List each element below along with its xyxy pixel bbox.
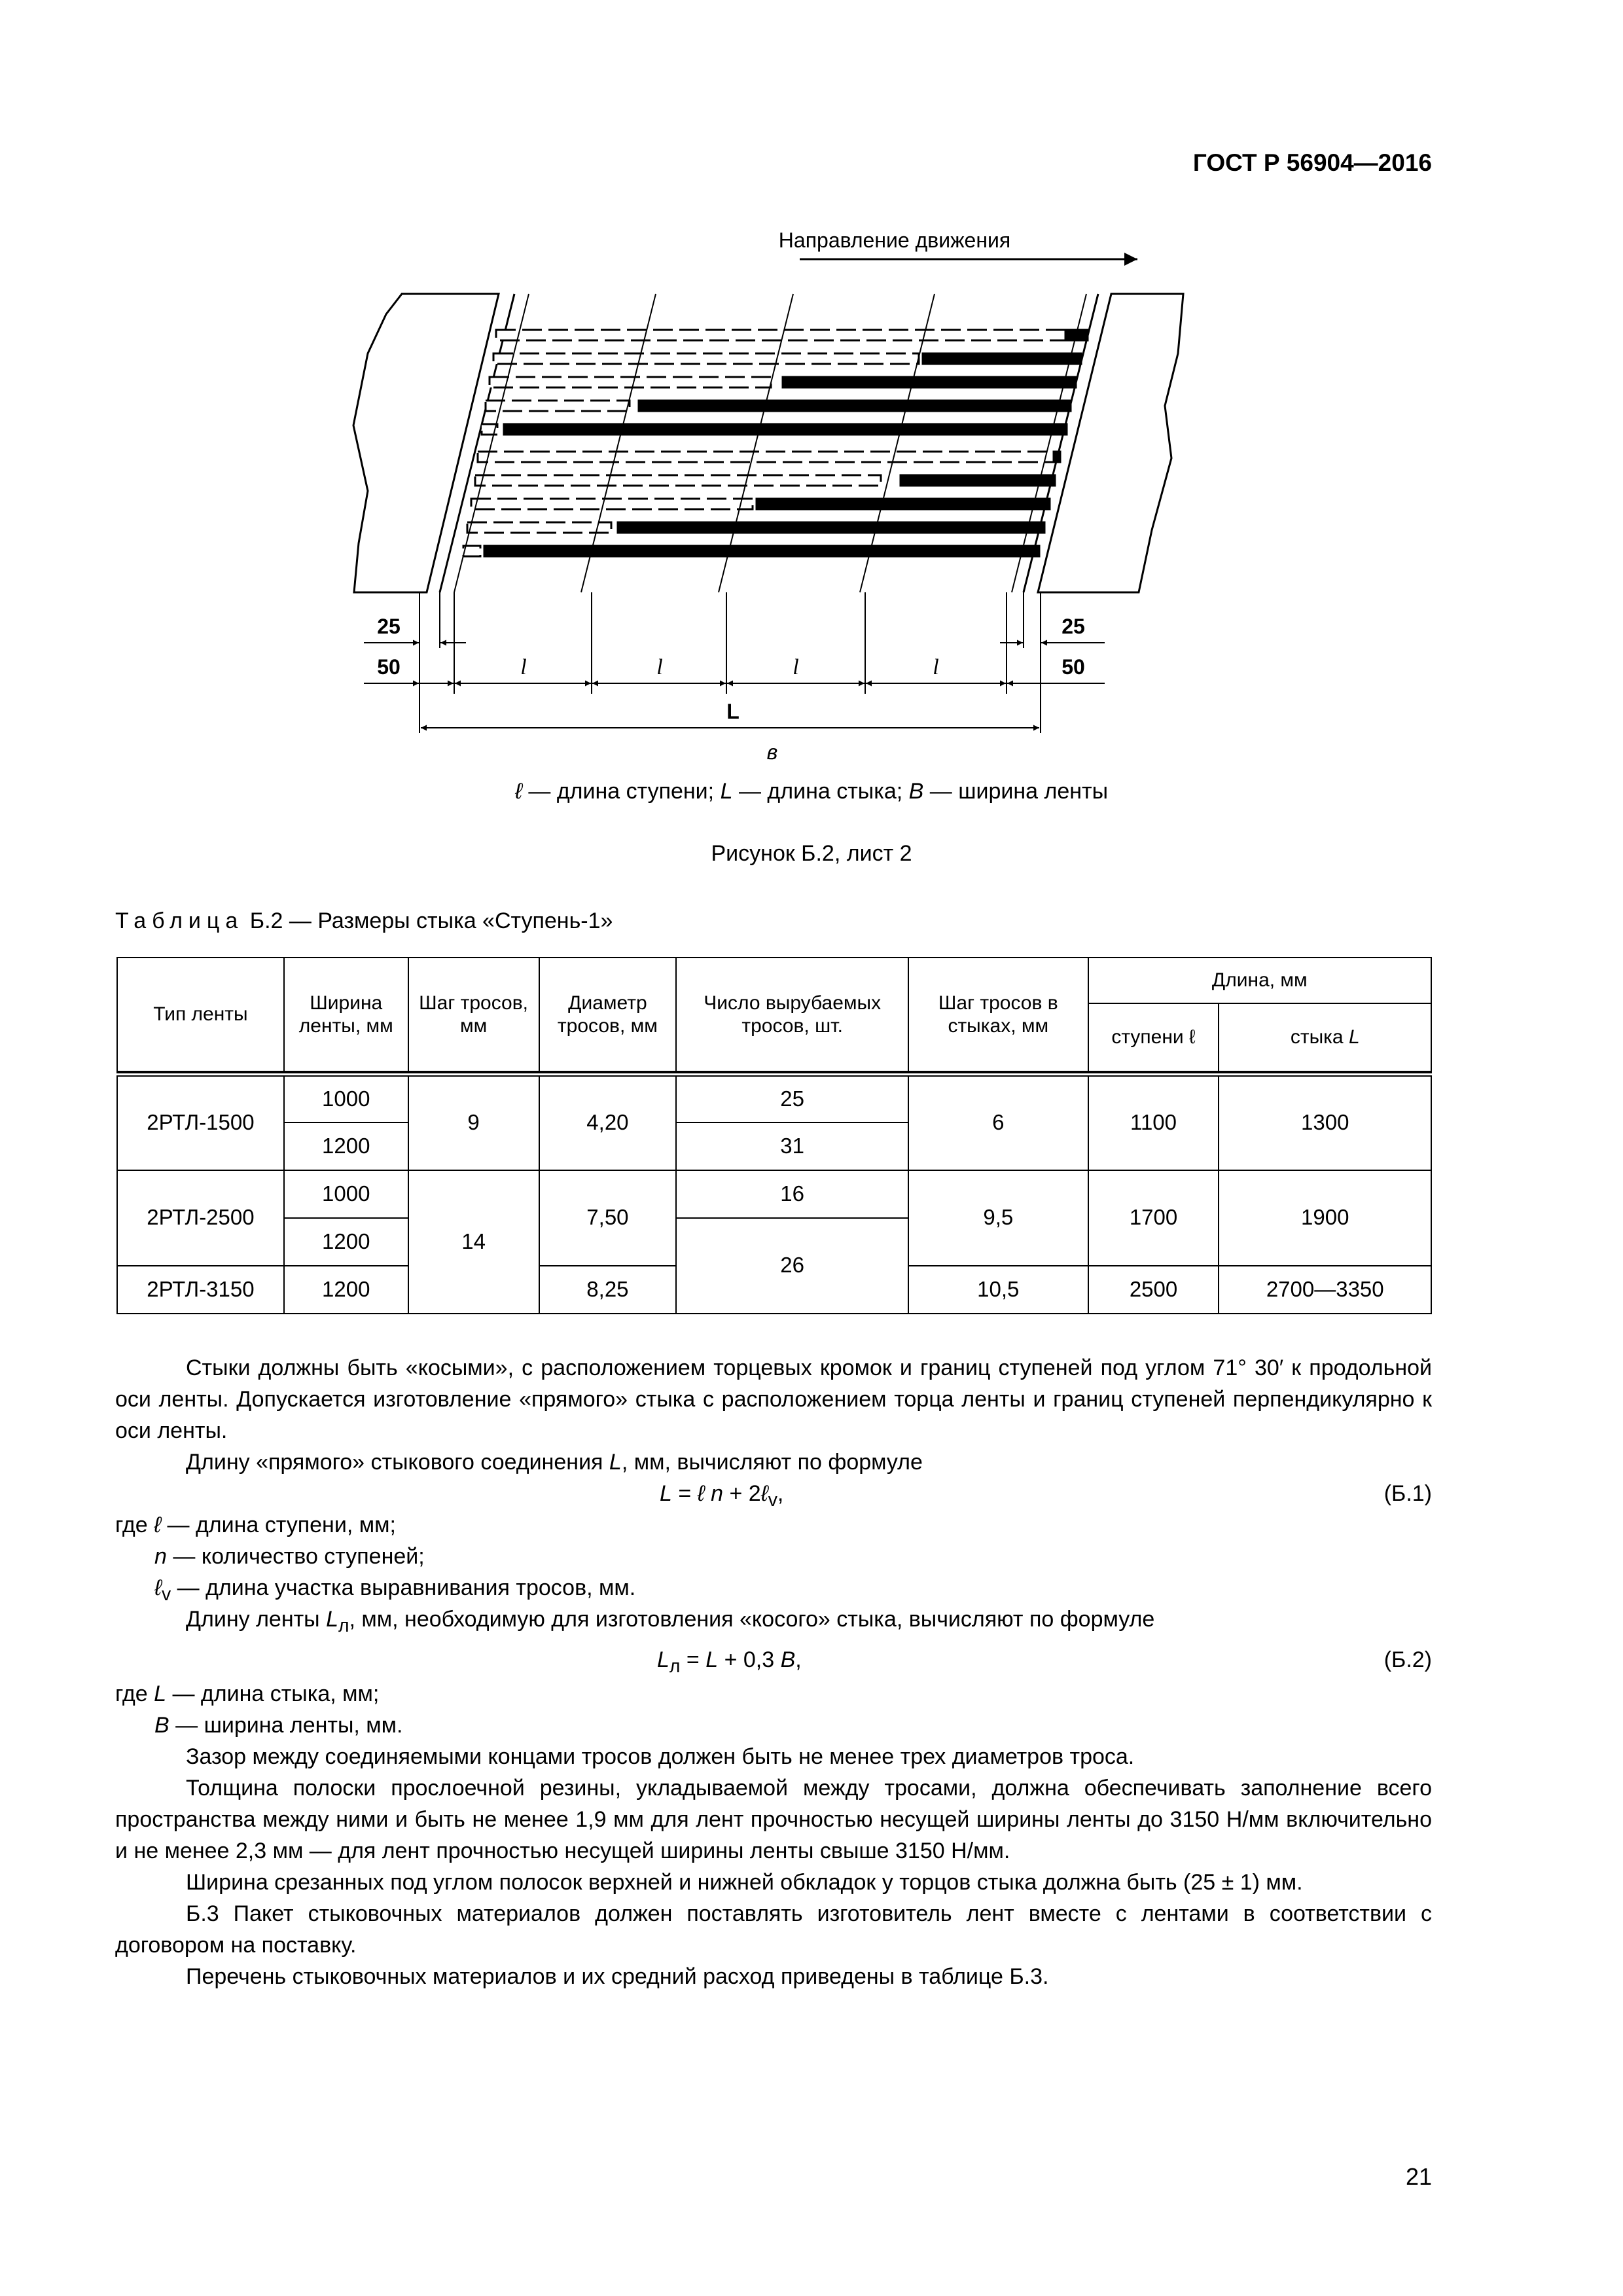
- paragraph-joint-angle: Стыки должны быть «косыми», с расположением торцевых кромок и границ ступеней под углом 71° 30′ к продольной оси ленты. Допускается изготовление «прямого» стыка с расположением торца ленты и границ ступеней перпендикулярно к оси ленты.: [115, 1355, 1432, 1443]
- col-header-width: Ширина ленты, мм: [284, 958, 408, 1071]
- table-row: 1200 31: [117, 1122, 1431, 1170]
- page-number: 21: [1405, 2163, 1432, 2190]
- direction-label: Направление движения: [778, 228, 1011, 252]
- dim-right-25: 25: [1061, 615, 1085, 638]
- table-row: 1200 26: [117, 1218, 1431, 1266]
- dim-step-1: l: [520, 655, 527, 679]
- where-belt-width: B — ширина ленты, мм.: [154, 1713, 403, 1738]
- figure-legend: ℓ — длина ступени; L — длина стыка; B — ширина ленты: [514, 779, 1109, 804]
- col-header-length: Длина, мм: [1088, 958, 1431, 1003]
- dim-total-L: L: [726, 700, 740, 723]
- paragraph-gap: Зазор между соединяемыми концами тросов должен быть не менее трех диаметров троса.: [186, 1744, 1135, 1769]
- col-header-length-joint: стыка L: [1219, 1003, 1431, 1071]
- joint-diagram: [0, 0, 1623, 772]
- paragraph-oblique-length: Длину ленты $L_л$, мм, необходимую для изготовления «косого» стыка, вычисляют по формуле: [186, 1607, 1155, 1636]
- col-header-type: Тип ленты: [117, 958, 284, 1071]
- panel-letter: в: [766, 740, 778, 764]
- dim-step-2: l: [656, 655, 663, 679]
- where-step-length: где ℓ — длина ступени, мм;: [115, 1513, 396, 1537]
- paragraph-strip-width: Ширина срезанных под углом полосок верхней и нижней обкладок у торцов стыка должна быть (25 ± 1) мм.: [186, 1870, 1303, 1895]
- dim-left-25: 25: [377, 615, 401, 638]
- equation-number-b1: (Б.1): [1383, 1481, 1432, 1506]
- col-header-length-step: ступени ℓ: [1088, 1003, 1219, 1071]
- paragraph-materials-list: Перечень стыковочных материалов и их средний расход приведены в таблице Б.3.: [186, 1964, 1049, 1989]
- figure-caption: Рисунок Б.2, лист 2: [711, 841, 912, 866]
- paragraph-direct-length: Длину «прямого» стыкового соединения L, мм, вычисляют по формуле: [186, 1450, 923, 1475]
- where-step-count: n — количество ступеней;: [154, 1544, 425, 1569]
- col-header-count: Число вырубаемых тросов, шт.: [676, 958, 908, 1071]
- table-title: Таблица Б.2 — Размеры стыка «Ступень-1»: [115, 908, 613, 933]
- table-row: 2РТЛ-3150 1200 8,25 10,5 2500 2700—3350: [117, 1266, 1431, 1314]
- dim-left-50: 50: [377, 655, 401, 679]
- document-code: ГОСТ Р 56904—2016: [1192, 149, 1432, 176]
- equation-number-b2: (Б.2): [1383, 1647, 1432, 1672]
- joint-dimensions-table: [116, 957, 1432, 1314]
- dim-step-4: l: [933, 655, 939, 679]
- where-joint-length: где L — длина стыка, мм;: [115, 1681, 380, 1706]
- col-header-pitch-joint: Шаг тросов в стыках, мм: [908, 958, 1088, 1071]
- table-row: 2РТЛ-2500 1000 14 7,50 16 9,5 1700 1900: [117, 1170, 1431, 1218]
- dim-step-3: l: [793, 655, 799, 679]
- table-row: 2РТЛ-1500 1000 9 4,20 25 6 1100 1300: [117, 1075, 1431, 1122]
- formula-b1: L = ℓ n + 2ℓ$_v$,: [660, 1481, 784, 1511]
- formula-b2: $L_л = L + 0,3$ B,: [657, 1647, 802, 1677]
- dim-right-50: 50: [1061, 655, 1085, 679]
- col-header-diameter: Диаметр тросов, мм: [539, 958, 677, 1071]
- where-alignment-length: ℓ$_v$ — длина участка выравнивания тросов, мм.: [154, 1575, 636, 1605]
- paragraph-b3-materials: Б.3 Пакет стыковочных материалов должен поставлять изготовитель лент вместе с лентами в соответствии с договором на поставку.: [115, 1901, 1432, 1958]
- paragraph-rubber-strip: Толщина полоски прослоечной резины, укладываемой между тросами, должна обеспечивать заполнение всего пространства между ними и быть не менее 1,9 мм для лент прочностью несущей ширины ленты до 3150 Н/мм включительно и не менее 2,3 мм — для лент прочностью несущей ширины ленты свыше 3150 Н/мм.: [115, 1776, 1432, 1863]
- col-header-pitch: Шаг тросов, мм: [408, 958, 539, 1071]
